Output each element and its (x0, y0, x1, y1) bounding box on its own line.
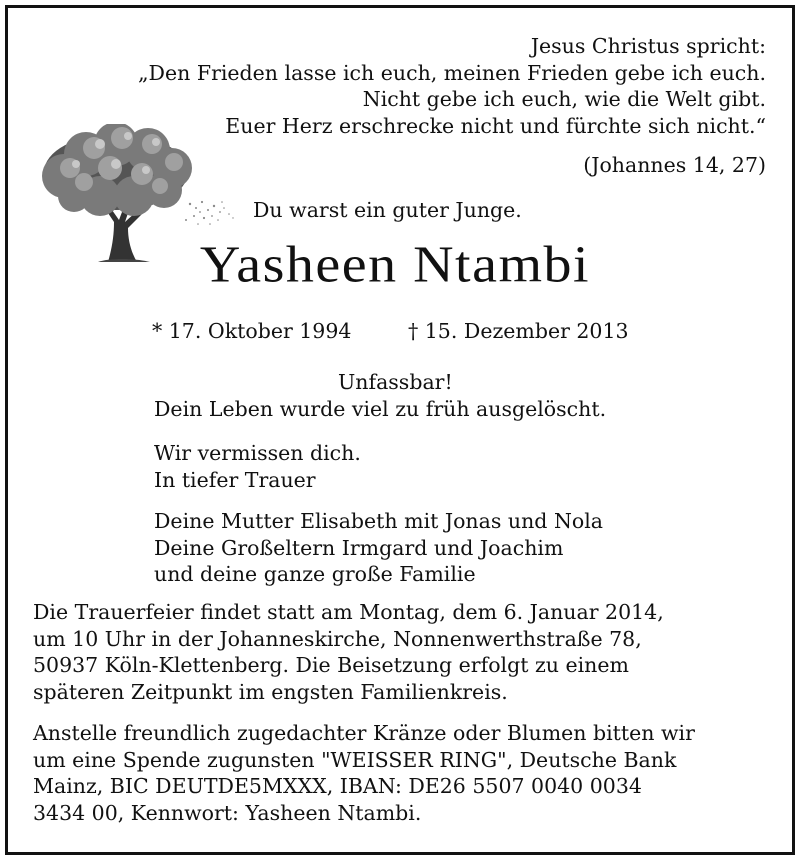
quote-line: Euer Herz erschrecke nicht und fürchte sich nicht.“ (225, 113, 766, 138)
quote-line: Jesus Christus spricht: (530, 34, 766, 58)
quote-line: „Den Frieden lasse ich euch, meinen Frieden gebe ich euch. (137, 60, 766, 85)
mourning-line: Wir vermissen dich. (154, 441, 361, 465)
service-line: 50937 Köln-Klettenberg. Die Beisetzung erfolgt zu einem (33, 653, 629, 677)
donation-line: Anstelle freundlich zugedachter Kränze oder Blumen bitten wir (33, 721, 695, 745)
donation-line: um eine Spende zugunsten "WEISSER RING", Deutsche Bank (33, 747, 677, 772)
subtitle: Du warst ein guter Junge. (253, 198, 522, 222)
birth-date: * 17. Oktober 1994 (152, 319, 352, 343)
donation-line: Mainz, BIC DEUTDE5MXXX, IBAN: DE26 5507 0040 0034 (33, 774, 642, 798)
life-message: Dein Leben wurde viel zu früh ausgelöscht. (154, 397, 607, 421)
quote-line: Nicht gebe ich euch, wie die Welt gibt. (362, 87, 766, 111)
deceased-name (0, 232, 800, 298)
mourning-line: In tiefer Trauer (154, 467, 316, 492)
donation-line: 3434 00, Kennwort: Yasheen Ntambi. (33, 800, 422, 825)
deceased-name-text: Yasheen Ntambi (199, 236, 591, 294)
service-info (33, 599, 664, 705)
service-line: um 10 Uhr in der Johanneskirche, Nonnenwerthstraße 78, (33, 626, 642, 651)
mourning-lines (154, 440, 361, 493)
quote-reference: (Johannes 14, 27) (583, 153, 766, 177)
donation-info (33, 720, 695, 826)
family-line: und deine ganze große Familie (154, 562, 476, 586)
family-line: Deine Mutter Elisabeth mit Jonas und Nola (154, 509, 603, 533)
bible-quote (138, 33, 766, 139)
death-date: † 15. Dezember 2013 (408, 319, 629, 343)
service-line: Die Trauerfeier findet statt am Montag, dem 6. Januar 2014, (33, 600, 664, 624)
family-line: Deine Großeltern Irmgard und Joachim (154, 535, 564, 560)
exclamation: Unfassbar! (338, 370, 453, 394)
family-signature (154, 508, 603, 588)
service-line: späteren Zeitpunkt im engsten Familienkreis. (33, 679, 508, 704)
